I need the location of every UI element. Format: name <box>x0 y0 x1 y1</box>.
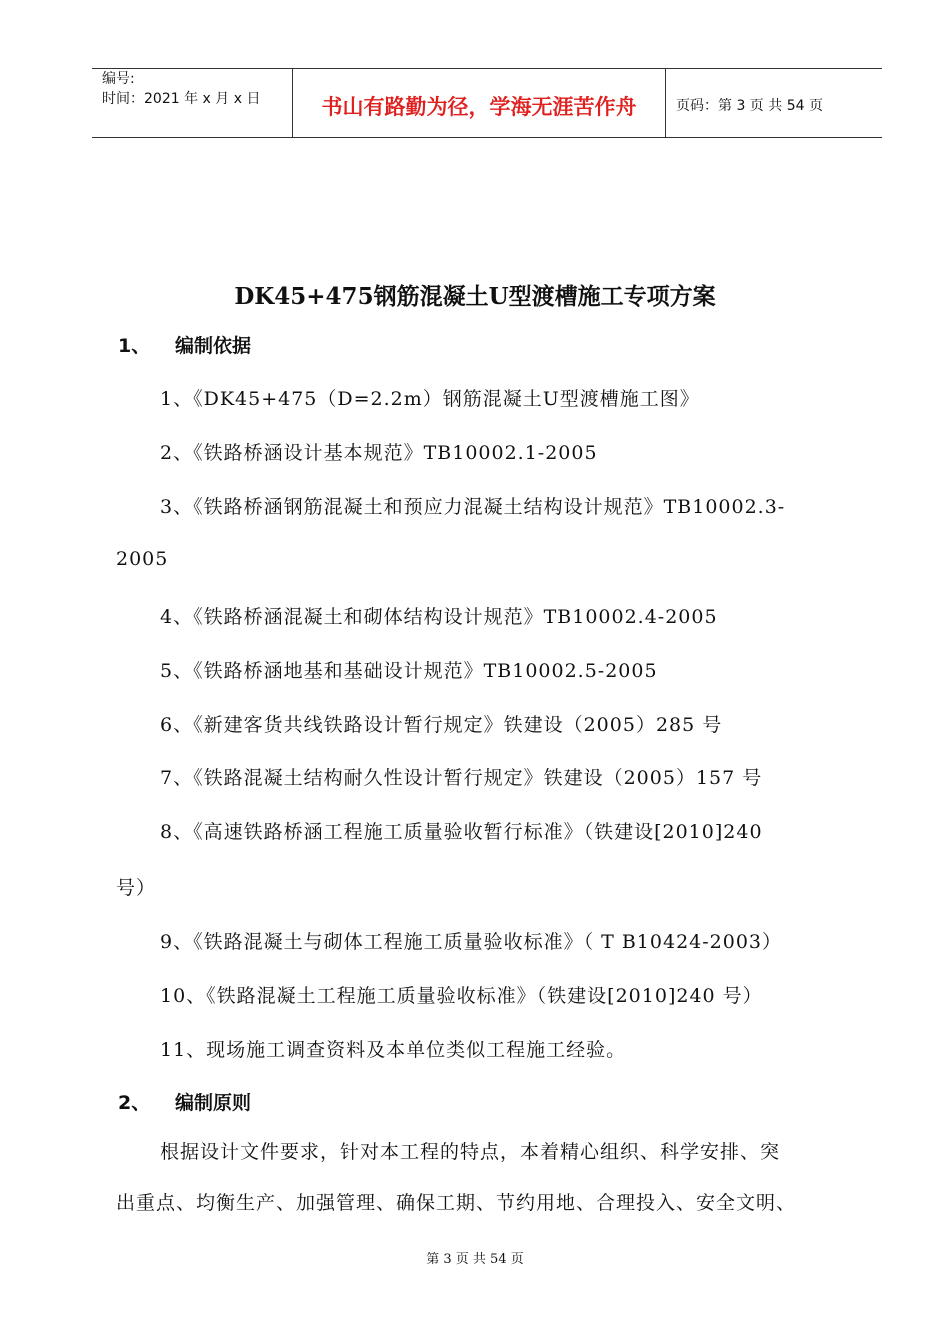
section-title: 编制原则 <box>175 1092 252 1114</box>
reference-item: 8、《高速铁路桥涵工程施工质量验收暂行标准》（铁建设[2010]240 <box>160 821 763 843</box>
header-page-cell <box>664 69 882 137</box>
reference-item-continued: 2005 <box>116 548 169 570</box>
time-label: 时间：2021 年 x 月 x 日 <box>102 91 261 107</box>
section-number: 1、 <box>118 335 151 357</box>
motto: 书山有路勤为径，学海无涯苦作舟 <box>321 95 637 119</box>
header-meta <box>92 69 292 137</box>
section-number: 2、 <box>118 1092 151 1114</box>
reference-item: 3、《铁路桥涵钢筋混凝土和预应力混凝土结构设计规范》TB10002.3- <box>160 496 786 518</box>
reference-item-continued: 号） <box>116 877 157 899</box>
page-number-label: 页码：第 3 页 共 54 页 <box>676 98 823 114</box>
page-footer: 第 3 页 共 54 页 <box>426 1252 524 1267</box>
header-motto-cell <box>292 69 666 137</box>
reference-item: 4、《铁路桥涵混凝土和砌体结构设计规范》TB10002.4-2005 <box>160 606 718 628</box>
reference-item: 9、《铁路混凝土与砌体工程施工质量验收标准》（ T B10424-2003） <box>160 931 783 953</box>
reference-item: 7、《铁路混凝土结构耐久性设计暂行规定》铁建设（2005）157 号 <box>160 767 763 789</box>
reference-item: 2、《铁路桥涵设计基本规范》TB10002.1-2005 <box>160 442 598 464</box>
reference-item: 6、《新建客货共线铁路设计暂行规定》铁建设（2005）285 号 <box>160 714 723 736</box>
paragraph-line: 出重点、均衡生产、加强管理、确保工期、节约用地、合理投入、安全文明、 <box>116 1192 797 1214</box>
reference-item: 1、《DK45+475（D=2.2m）钢筋混凝土U型渡槽施工图》 <box>160 388 700 410</box>
reference-item: 11、现场施工调查资料及本单位类似工程施工经验。 <box>160 1039 627 1061</box>
reference-item: 10、《铁路混凝土工程施工质量验收标准》（铁建设[2010]240 号） <box>160 985 763 1007</box>
page-header <box>92 68 882 138</box>
section-title: 编制依据 <box>175 335 252 357</box>
paragraph-line: 根据设计文件要求，针对本工程的特点，本着精心组织、科学安排、突 <box>160 1141 781 1163</box>
code-label: 编号: <box>102 71 135 87</box>
reference-item: 5、《铁路桥涵地基和基础设计规范》TB10002.5-2005 <box>160 660 658 682</box>
document-title: DK45+475钢筋混凝土U型渡槽施工专项方案 <box>234 283 716 310</box>
